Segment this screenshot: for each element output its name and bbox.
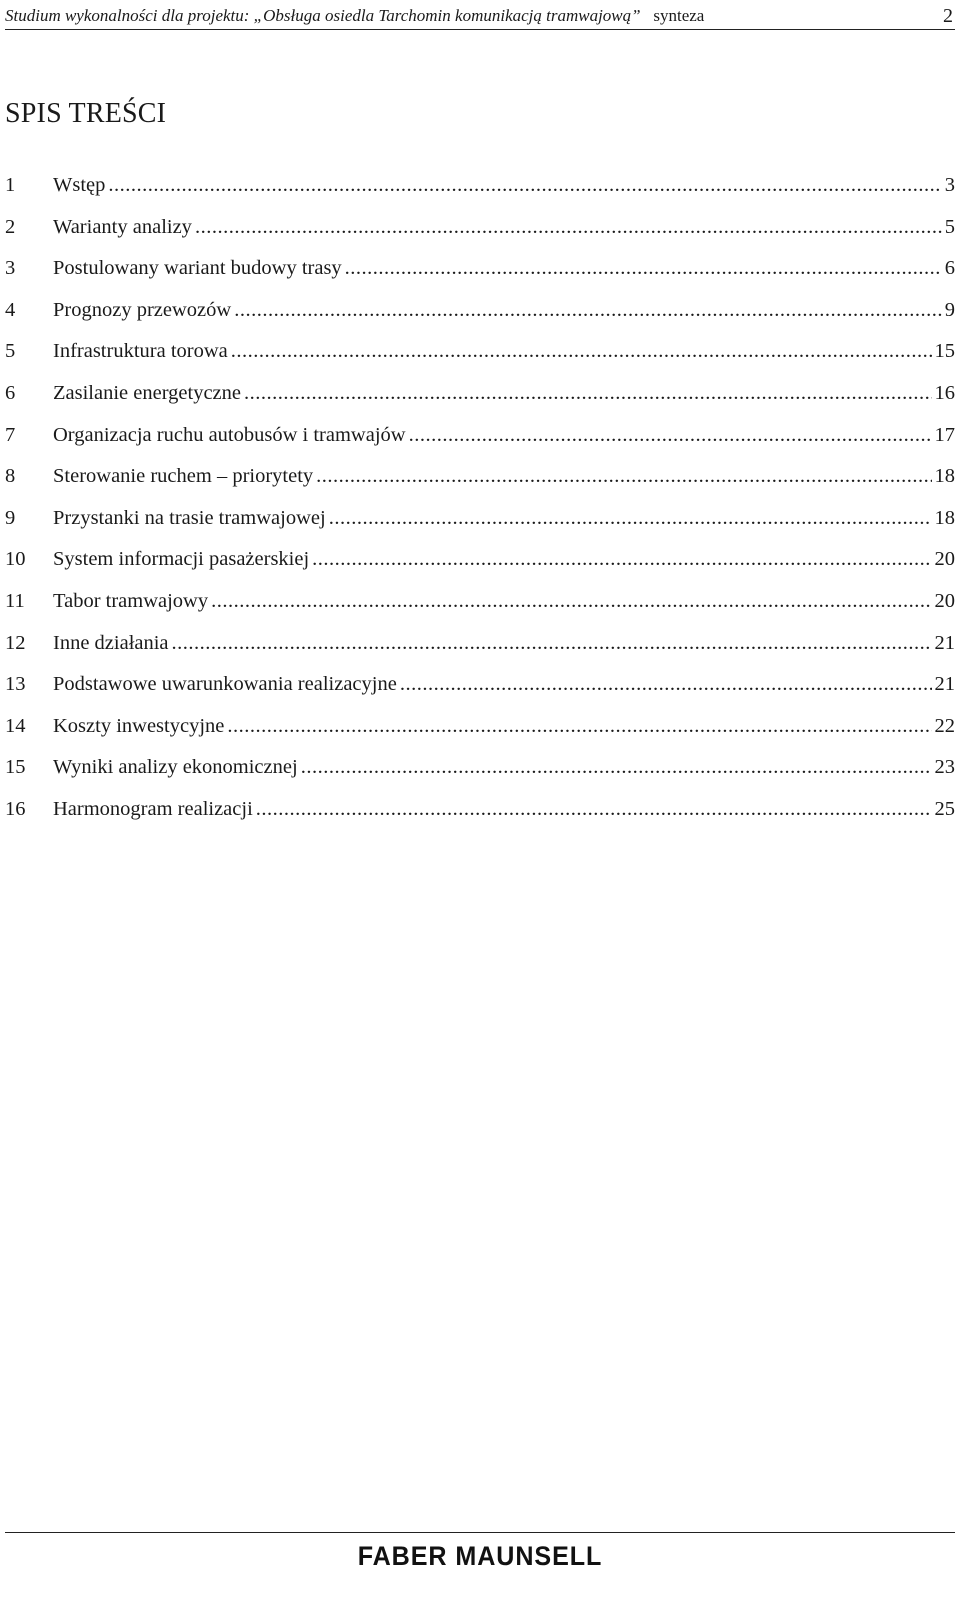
toc-dot-leader	[329, 505, 932, 531]
toc-entry-title: Postulowany wariant budowy trasy	[53, 257, 342, 280]
toc-entry-page: 23	[934, 756, 955, 779]
toc-dot-leader	[345, 255, 942, 281]
toc-entry[interactable]	[5, 588, 955, 630]
toc-entry-title: Harmonogram realizacji	[53, 797, 253, 820]
toc-entry-number: 15	[5, 756, 26, 779]
toc-entry[interactable]	[5, 546, 955, 588]
toc-dot-leader	[231, 338, 932, 364]
toc-entry-title: Tabor tramwajowy	[53, 589, 209, 612]
toc-entry-page: 16	[934, 381, 955, 404]
toc-entry-number: 5	[5, 340, 16, 363]
toc-entry-page: 18	[934, 465, 955, 488]
toc-entry-page: 21	[934, 631, 955, 654]
toc-heading: SPIS TREŚCI	[5, 98, 167, 129]
toc-entry[interactable]	[5, 172, 955, 214]
toc-entry-title: Infrastruktura torowa	[53, 340, 228, 363]
toc-entry-title: Sterowanie ruchem – priorytety	[53, 465, 314, 488]
toc-entry-number: 8	[5, 465, 16, 488]
toc-entry-title: System informacji pasażerskiej	[53, 548, 310, 571]
toc-entry-page: 17	[934, 423, 955, 446]
toc-entry-number: 11	[5, 589, 25, 612]
toc-entry-number: 9	[5, 506, 16, 529]
page-footer	[5, 1532, 955, 1593]
toc-entry-title: Organizacja ruchu autobusów i tramwajów	[53, 423, 406, 446]
toc-entry[interactable]	[5, 713, 955, 755]
toc-entry[interactable]	[5, 255, 955, 297]
toc-entry[interactable]	[5, 463, 955, 505]
toc-entry-title: Przystanki na trasie tramwajowej	[53, 506, 326, 529]
toc-entry[interactable]	[5, 214, 955, 256]
toc-dot-leader	[256, 796, 932, 822]
toc-entry-page: 21	[934, 673, 955, 696]
toc-entry-title: Zasilanie energetyczne	[53, 381, 242, 404]
document-title-text: Studium wykonalności dla projektu: „Obsługa osiedla Tarchomin komunikacją tramwajową”	[5, 6, 641, 25]
toc-dot-leader	[409, 422, 932, 448]
toc-entry-number: 3	[5, 257, 16, 280]
toc-entry-number: 14	[5, 714, 26, 737]
document-title	[5, 5, 704, 29]
toc-entry-number: 10	[5, 548, 26, 571]
toc-entry-title: Prognozy przewozów	[53, 298, 232, 321]
toc-entry-number: 6	[5, 381, 16, 404]
toc-entry-page: 25	[934, 797, 955, 820]
toc-entry-page: 20	[934, 548, 955, 571]
toc-entry-number: 2	[5, 215, 16, 238]
toc-entry-number: 7	[5, 423, 16, 446]
toc-entry-page: 5	[944, 215, 955, 238]
toc-entry[interactable]	[5, 380, 955, 422]
toc-entry[interactable]	[5, 671, 955, 713]
toc-dot-leader	[172, 630, 932, 656]
toc-entry-number: 1	[5, 174, 16, 196]
toc-entry[interactable]	[5, 297, 955, 339]
toc-dot-leader	[301, 754, 932, 780]
toc-dot-leader	[195, 214, 942, 240]
toc-entry[interactable]	[5, 754, 955, 796]
toc-entry-title: Podstawowe uwarunkowania realizacyjne	[53, 673, 397, 696]
toc-entry[interactable]	[5, 422, 955, 464]
toc-entry[interactable]	[5, 796, 955, 838]
toc-dot-leader	[108, 172, 941, 198]
toc-entry[interactable]	[5, 338, 955, 380]
toc-entry-number: 4	[5, 298, 16, 321]
toc-dot-leader	[244, 380, 931, 406]
toc-entry[interactable]	[5, 505, 955, 547]
toc-entry-page: 6	[944, 257, 955, 280]
toc-dot-leader	[227, 713, 931, 739]
toc-entry-title: Warianty analizy	[53, 215, 192, 238]
toc-entry-page: 15	[934, 340, 955, 363]
toc-entry-number: 16	[5, 797, 26, 820]
company-logo: FABER MAUNSELL	[357, 1541, 603, 1571]
toc-dot-leader	[312, 546, 931, 572]
toc-entry-title: Koszty inwestycyjne	[53, 714, 225, 737]
toc-entry-title: Inne działania	[53, 631, 169, 654]
toc-dot-leader	[316, 463, 931, 489]
toc-entry-page: 22	[934, 714, 955, 737]
toc-entry-number: 12	[5, 631, 26, 654]
toc-entry-title: Wstęp	[53, 174, 106, 196]
document-subtitle-suffix: synteza	[653, 6, 705, 25]
toc-entry-title: Wyniki analizy ekonomicznej	[53, 756, 298, 779]
toc-entry-page: 9	[944, 298, 955, 321]
toc-entry-page: 18	[934, 506, 955, 529]
toc-entry-number: 13	[5, 673, 26, 696]
table-of-contents	[5, 172, 955, 838]
toc-entry[interactable]	[5, 630, 955, 672]
page-header	[5, 3, 955, 30]
toc-dot-leader	[234, 297, 942, 323]
toc-dot-leader	[400, 671, 932, 697]
toc-dot-leader	[211, 588, 931, 614]
page-number: 2	[943, 5, 953, 27]
toc-entry-page: 20	[934, 589, 955, 612]
toc-entry-page: 3	[944, 174, 955, 196]
